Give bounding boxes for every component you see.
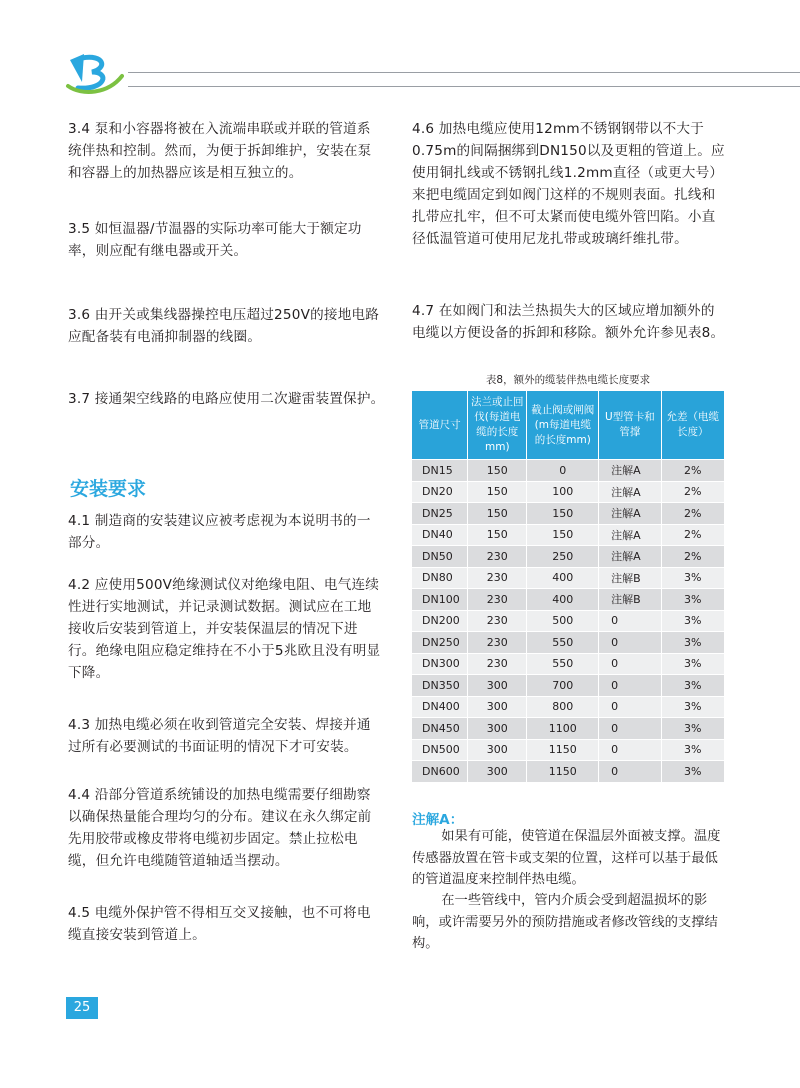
note-a-para-1: 如果有可能，使管道在保温层外面被支撑。温度传感器放置在管卡或支架的位置，这样可以基于最低的管道温度来控制伴热电缆。 [412,829,721,887]
table-cell: DN250 [412,631,468,653]
table-row [412,502,724,524]
table-cell: 注解A [599,502,661,524]
table-cell: 3% [662,588,724,610]
table-cell: 150 [468,502,527,524]
table-row [412,760,724,782]
table-cell: 3% [662,631,724,653]
table-cell: 0 [599,674,661,696]
table-cell: 3% [662,653,724,675]
table-cell: DN450 [412,717,468,739]
col-header-u-clamp: U型管卡和管撑 [599,391,661,459]
table-cell: 230 [468,610,527,632]
table-cell: 250 [527,545,599,567]
table-cell: DN25 [412,502,468,524]
col-header-flange: 法兰或止回伐(每道电缆的长度mm) [468,391,527,459]
table-row [412,739,724,761]
table-cell: DN600 [412,760,468,782]
table-cell: 1100 [527,717,599,739]
table-row [412,717,724,739]
table-cell: 300 [468,674,527,696]
table-row [412,588,724,610]
table-cell: 150 [468,459,527,481]
para-4-4: 4.4 沿部分管道系统铺设的加热电缆需要仔细勘察以确保热量能合理均匀的分布。建议在永久绑定前先用胶带或橡皮带将电缆初步固定。禁止拉松电缆，但允许电缆随管道轴适当摆动。 [68,787,372,869]
table-cell: 注解A [599,459,661,481]
table-cell: DN350 [412,674,468,696]
table-cell: DN300 [412,653,468,675]
table-cell: 0 [599,717,661,739]
table-cell: 注解A [599,481,661,503]
table-cell: 3% [662,717,724,739]
company-logo [64,52,124,94]
note-a-para-2: 在一些管线中，管内介质会受到超温损坏的影响，或许需要另外的预防措施或者修改管线的支撑结构。 [412,893,718,951]
table-cell: 0 [599,631,661,653]
table-cell: 400 [527,588,599,610]
header-rule-top [128,72,800,73]
table-cell: 300 [468,760,527,782]
col-header-pipe-size: 管道尺寸 [412,391,468,459]
table-cell: 400 [527,567,599,589]
table-cell: 150 [468,481,527,503]
table-cell: 100 [527,481,599,503]
table-row [412,459,724,481]
table-cell: 注解A [599,524,661,546]
table-cell: 700 [527,674,599,696]
table-cell: 150 [527,524,599,546]
table-cell: DN15 [412,459,468,481]
table-row [412,545,724,567]
para-4-3: 4.3 加热电缆必须在收到管道完全安装、焊接并通过所有必要测试的书面证明的情况下才可安装。 [68,717,371,755]
para-4-5: 4.5 电缆外保护管不得相互交叉接触，也不可将电缆直接安装到管道上。 [68,905,371,943]
table-cell: 2% [662,481,724,503]
table-cell: 3% [662,674,724,696]
table-cell: DN40 [412,524,468,546]
section-heading: 安装要求 [70,478,147,500]
table-cell: 3% [662,696,724,718]
table-cell: 2% [662,502,724,524]
page-number: 25 [66,997,98,1019]
col-header-valve: 截止阀或闸阀(m每道电缆的长度mm) [527,391,599,459]
cable-length-table [412,391,724,782]
table-cell: 2% [662,524,724,546]
table-cell: 3% [662,739,724,761]
table-cell: 1150 [527,739,599,761]
table-row [412,653,724,675]
table-cell: 150 [468,524,527,546]
table-row [412,610,724,632]
table-caption: 表8，额外的缆装伴热电缆长度要求 [485,374,651,386]
table-cell: 500 [527,610,599,632]
table-cell: 0 [527,459,599,481]
table-cell: 0 [599,653,661,675]
table-cell: 300 [468,739,527,761]
table-row [412,567,724,589]
para-3-5: 3.5 如恒温器/节温器的实际功率可能大于额定功率，则应配有继电器或开关。 [68,221,362,259]
table-cell: DN400 [412,696,468,718]
table-cell: 0 [599,760,661,782]
table-cell: 注解B [599,567,661,589]
table-cell: DN100 [412,588,468,610]
table-cell: 230 [468,588,527,610]
table-cell: 550 [527,631,599,653]
para-3-7: 3.7 接通架空线路的电路应使用二次避雷装置保护。 [68,391,385,407]
table-cell: DN80 [412,567,468,589]
header-rule-bottom [128,86,800,87]
table-cell: 2% [662,545,724,567]
table-cell: 1150 [527,760,599,782]
table-cell: 3% [662,760,724,782]
table-cell: DN500 [412,739,468,761]
para-3-6: 3.6 由开关或集线器操控电压超过250V的接地电路应配备装有电涌抑制器的线圈。 [68,307,380,345]
table-header-row [412,391,724,459]
table-row [412,524,724,546]
table-row [412,674,724,696]
table-cell: DN20 [412,481,468,503]
para-4-7: 4.7 在如阀门和法兰热损失大的区域应增加额外的电缆以方便设备的拆卸和移除。额外允许参见表8。 [412,303,725,341]
table-cell: DN200 [412,610,468,632]
table-cell: 0 [599,696,661,718]
table-cell: 0 [599,739,661,761]
table-cell: 230 [468,631,527,653]
col-header-tolerance: 允差（电缆长度） [662,391,724,459]
para-3-4: 3.4 泵和小容器将被在入流端串联或并联的管道系统伴热和控制。然而，为便于拆卸维护，安装在泵和容器上的加热器应该是相互独立的。 [68,121,372,181]
para-4-1: 4.1 制造商的安装建议应被考虑视为本说明书的一部分。 [68,513,371,551]
table-cell: 注解B [599,588,661,610]
table-cell: 0 [599,610,661,632]
table-cell: 2% [662,459,724,481]
table-cell: 230 [468,653,527,675]
table-cell: 550 [527,653,599,675]
table-row [412,696,724,718]
table-cell: 150 [527,502,599,524]
table-cell: 注解A [599,545,661,567]
table-row [412,481,724,503]
table-cell: 300 [468,717,527,739]
para-4-6: 4.6 加热电缆应使用12mm不锈钢钢带以不大于0.75m的间隔捆绑到DN150以及更粗的管道上。应使用铜扎线或不锈钢扎线1.2mm直径（或更大号）来把电缆固定到如阀门这样的不规则表面。扎线和扎带应扎牢，但不可太紧而使电缆外管凹陷。小直径低温管道可使用尼龙扎带或玻璃纤维扎带。 [412,121,725,247]
table-cell: 300 [468,696,527,718]
table-cell: 230 [468,545,527,567]
table-cell: DN50 [412,545,468,567]
table-cell: 3% [662,610,724,632]
para-4-2: 4.2 应使用500V绝缘测试仪对绝缘电阻、电气连续性进行实地测试，并记录测试数据。测试应在工地接收后安装到管道上，并安装保温层的情况下进行。绝缘电阻应稳定维持在不小于5兆欧且没有明显下降。 [68,577,381,681]
table-cell: 800 [527,696,599,718]
note-a-title: 注解A： [412,812,464,828]
table-cell: 230 [468,567,527,589]
table-cell: 3% [662,567,724,589]
table-row [412,631,724,653]
